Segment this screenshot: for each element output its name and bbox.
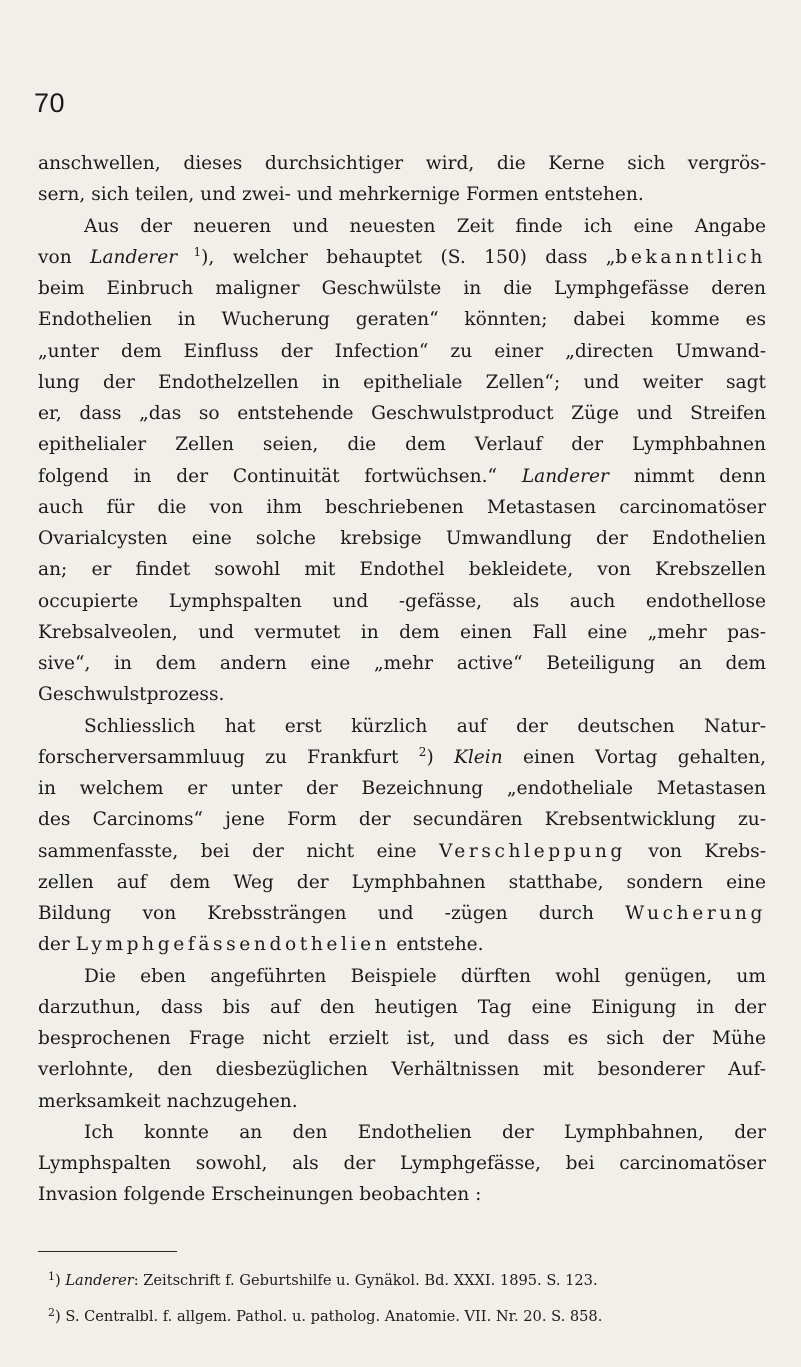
text-line: merksamkeit nachzugehen. (38, 1090, 298, 1112)
footnote: $^1$) Landerer: Zeitschrift f. Geburtshilfe u. Gynäkol. Bd. XXXI. 1895. S. 123. (48, 1270, 598, 1289)
text-line: Schliesslich hat erst kürzlich auf der deutschen Natur- (84, 715, 766, 737)
spaced-emphasis: bekanntlich (615, 246, 766, 268)
footnote-text: : Zeitschrift f. Geburtshilfe u. Gynäkol. Bd. XXXI. 1895. S. 123. (133, 1272, 598, 1289)
spaced-emphasis: Wucherung (625, 903, 766, 924)
text-line: lung der Endothelzellen in epitheliale Zellen“; und weiter sagt (38, 371, 766, 393)
author-name: Landerer (521, 465, 609, 487)
text-line (38, 929, 766, 960)
author-name: Klein (453, 746, 503, 768)
text-line (38, 836, 766, 867)
footnote-divider (38, 1251, 177, 1252)
spaced-emphasis: Lymphgefässendothelien (75, 934, 391, 956)
text-line (38, 742, 766, 773)
author-name: Landerer (90, 246, 178, 268)
text-run: ) (426, 746, 454, 768)
text-line: Lymphspalten sowohl, als der Lymphgefässe, bei carcinomatöser (38, 1153, 766, 1174)
footnote-text: S. Centralbl. f. allgem. Pathol. u. patholog. Anatomie. VII. Nr. 20. S. 858. (65, 1308, 603, 1325)
text-line: Ich konnte an den Endothelien der Lymphbahnen, der (84, 1121, 766, 1143)
text-line: darzuthun, dass bis auf den heutigen Tag eine Einigung in der (38, 996, 766, 1018)
text-line: epithelialer Zellen seien, die dem Verlauf der Lymphbahnen (38, 434, 766, 456)
text-run: von (38, 246, 91, 268)
text-line: des Carcinoms“ jene Form der secundären Krebsentwicklung zu- (38, 809, 766, 831)
text-run: folgend in der Continuität fortwüchsen.“ (38, 465, 522, 487)
footnote-author: Landerer (65, 1272, 134, 1289)
text-line: anschwellen, dieses durchsichtiger wird, die Kerne sich vergrös- (38, 153, 766, 174)
text-line: occupierte Lymphspalten und -gefässe, als auch endothellose (38, 590, 766, 612)
footnote-ref: 2 (418, 744, 427, 759)
footnote-ref: 1 (177, 244, 202, 259)
text-line: zellen auf dem Weg der Lymphbahnen statthabe, sondern eine (38, 871, 766, 893)
page-number: 70 (34, 88, 66, 118)
text-line: in welchem er unter der Bezeichnung „endotheliale Metastasen (38, 778, 766, 799)
text-run: nimmt denn (608, 465, 766, 487)
text-line: Geschwulstprozess. (38, 684, 225, 706)
text-line: „unter dem Einfluss der Infection“ zu einer „directen Umwand- (38, 340, 766, 362)
footnotes (38, 1263, 768, 1335)
footnote-number: 1 (48, 1270, 55, 1283)
footnote-number: 2 (48, 1306, 55, 1319)
text-run: einen Vortag gehalten, (502, 746, 766, 768)
text-line: beim Einbruch maligner Geschwülste in die Lymphgefässe deren (38, 278, 766, 299)
text-run: entstehe. (390, 934, 484, 956)
text-line (38, 898, 766, 929)
text-line: sive“, in dem andern eine „mehr active“ Beteiligung an dem (38, 653, 766, 674)
text-line: sern, sich teilen, und zwei- und mehrkernige Formen entstehen. (38, 184, 644, 206)
text-run: von Krebs- (625, 840, 767, 862)
text-line (38, 242, 766, 273)
text-run: Bildung von Krebssträngen und -zügen durch (38, 903, 626, 924)
text-line: Invasion folgende Erscheinungen beobachten : (38, 1184, 482, 1206)
text-line: Die eben angeführten Beispiele dürften wohl genügen, um (84, 965, 766, 987)
text-run: ), welcher behauptet (S. 150) dass „ (201, 246, 616, 268)
text-line: verlohnte, den diesbezüglichen Verhältnissen mit besonderer Auf- (38, 1059, 766, 1081)
text-run: sammenfasste, bei der nicht eine (38, 840, 439, 862)
text-run: forscherversammluug zu Frankfurt (38, 746, 419, 768)
footnote: $^2$) S. Centralbl. f. allgem. Pathol. u. patholog. Anatomie. VII. Nr. 20. S. 858. (48, 1306, 603, 1325)
text-line (38, 461, 766, 492)
text-line: er, dass „das so entstehende Geschwulstproduct Züge und Streifen (38, 403, 766, 424)
text-run: der (38, 934, 76, 956)
text-line: auch für die von ihm beschriebenen Metastasen carcinomatöser (38, 496, 766, 518)
body-text (38, 148, 766, 1211)
text-line: Ovarialcysten eine solche krebsige Umwandlung der Endothelien (38, 528, 766, 549)
spaced-emphasis: Verschleppung (438, 840, 626, 862)
text-line: an; er findet sowohl mit Endothel bekleidete, von Krebszellen (38, 559, 766, 581)
text-line: besprochenen Frage nicht erzielt ist, und dass es sich der Mühe (38, 1028, 766, 1049)
text-line: Krebsalveolen, und vermutet in dem einen Fall eine „mehr pas- (38, 621, 766, 643)
text-line: Aus der neueren und neuesten Zeit finde ich eine Angabe (84, 215, 766, 237)
text-line: Endothelien in Wucherung geraten“ könnten; dabei komme es (38, 309, 766, 331)
